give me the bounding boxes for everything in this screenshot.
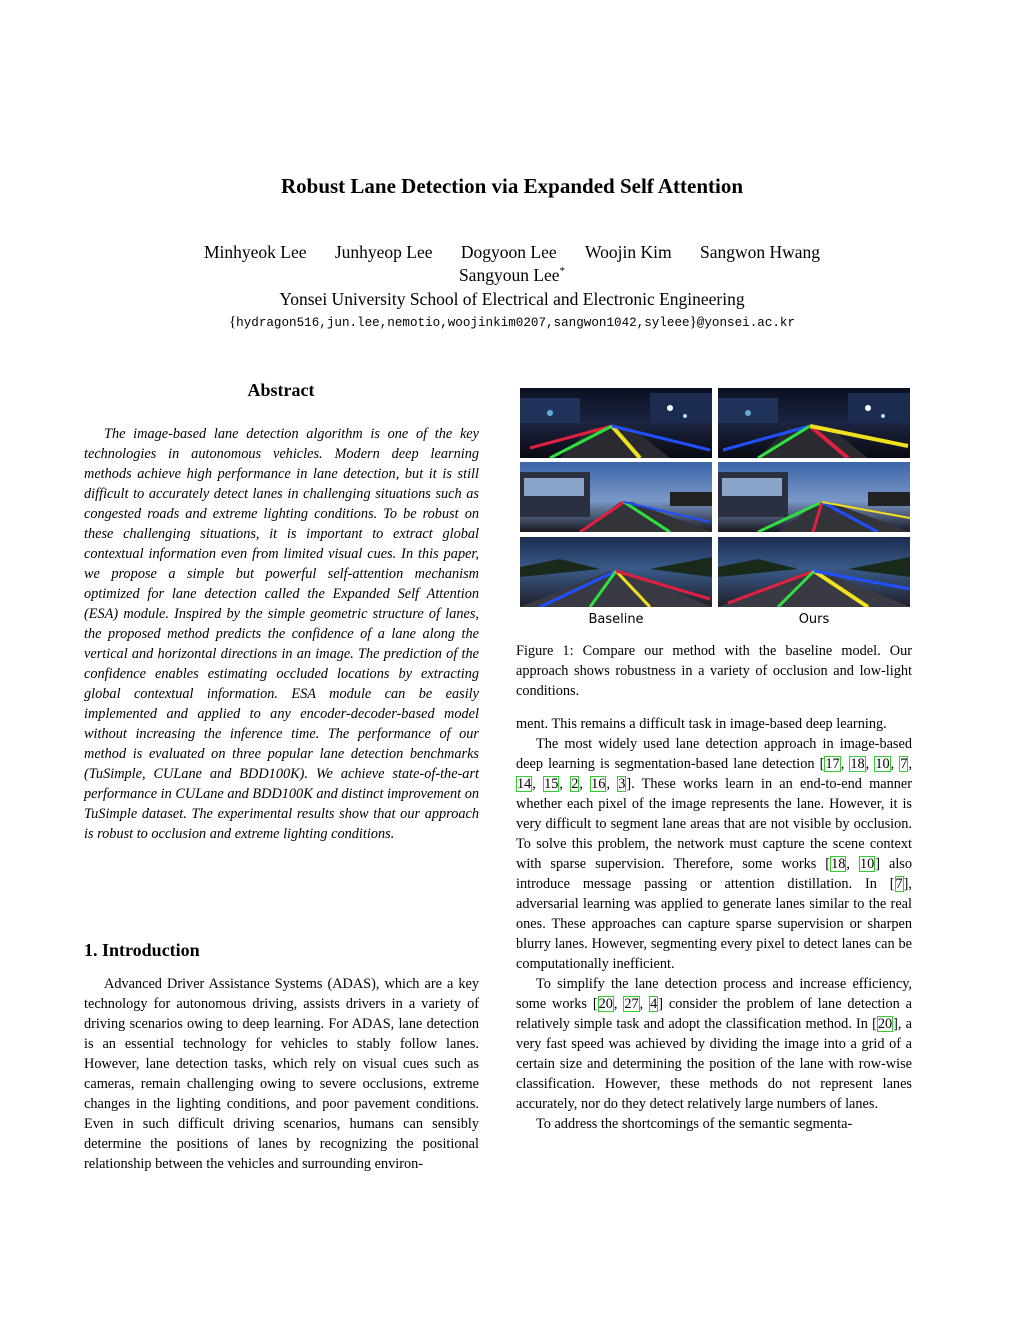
paragraph: To simplify the lane detection process and increase efficiency, some works [20, 27, 4] consider the problem of lane detection a relatively simple task and adopt the classification method. In [20], a very fast speed was achieved by dividing the image into a grid of a certain size and determining the position of the lane with row-wise classification. However, these methods do not represent lanes accurately, nor do they detect relatively large numbers of lanes. [516,976,912,1112]
affiliation: Yonsei University School of Electrical and Electronic Engineering [279,289,745,309]
text-run: ], a very fast speed was achieved by dividing the image into a grid of a certain size and determining the position of the lane with row-wise classification. However, these methods do not represent lanes accurately, nor do they detect relatively large numbers of lanes. [516,1016,912,1112]
citation-link[interactable]: 10 [875,756,890,772]
text-run: To simplify the lane detection process and increase efficiency, some works [ [516,976,912,1012]
figure-image-baseline-night [520,388,712,458]
figure-image-baseline-dusk [520,462,712,532]
email-domain: @yonsei.ac.kr [696,316,796,330]
citation-link[interactable]: 17 [825,756,840,772]
text-run: ] also introduce message passing or attention distillation. In [ [516,856,913,892]
section-heading-introduction: 1. Introduction [84,940,200,960]
corresponding-author [0,265,1024,286]
figure-caption: Figure 1: Compare our method with the baseline model. Our approach shows robustness in a variety of occlusion and low-light conditions. [516,643,912,699]
abstract-text: The image-based lane detection algorithm is one of the key technologies in autonomous vehicles. Modern deep learning methods achieve high performance in lane detection, but it is still difficult to accurately detect lanes in challenging situations such as congested roads and extreme lighting conditions. To be robust on these challenging situations, it is important to extract global contextual information even from limited visual cues. In this paper, we propose a simple but powerful self-attention mechanism optimized for lane detection called the Expanded Self Attention (ESA) module. Inspired by the simple geometric structure of lanes, the proposed method predicts the confidence of a lane along the vertical and horizontal directions in an image. The prediction of the confidence enables estimating occluded locations by extracting global contextual information. ESA module can be easily implemented and applied to any encoder-decoder-based model without increasing the inference time. The performance of our method is evaluated on three popular lane detection benchmarks (TuSimple, CULane and BDD100K). We achieve state-of-the-art performance in CULane and BDD100K and distinct improvement on TuSimple dataset. The experimental results show that our approach is robust to occlusion and extreme lighting conditions. [84,426,479,842]
figure-label-ours: Ours [798,612,830,627]
figure-image-baseline-highway [520,537,712,607]
citation-link[interactable]: 3 [618,776,626,792]
author-name: Sangyoun Lee [458,265,560,285]
email-brace-open: { [228,314,237,330]
corresponding-mark: * [559,265,566,278]
figure-label-baseline: Baseline [588,612,644,627]
abstract-heading: Abstract [247,380,315,400]
paragraph: The most widely used lane detection approach in image-based deep learning is segmentation-based lane detection [17, 18, 10, 7, 14, 15, 2, 16, 3]. These works learn in an end-to-end manner whether each pixel of the image represents the lane. However, it is very difficult to segment lane areas that are not visible by occlusion. To solve this problem, the network must capture the scene context with sparse supervision. Therefore, some works [18, 10] also introduce message passing or attention distillation. In [7], adversarial learning was applied to generate lanes similar to the real ones. These approaches can capture sparse supervision or sharpen blurry lanes. However, segmenting every pixel to detect lanes can be computationally inefficient. [516,736,913,972]
citation-link[interactable]: 20 [598,996,613,1012]
citation-link[interactable]: 14 [517,776,532,792]
text-run: ] consider the problem of lane detection a relatively simple task and adopt the classification method. In [ [516,996,912,1032]
right-column-text [516,714,912,1134]
author-name: Sangwon Hwang [700,242,821,262]
introduction-text: Advanced Driver Assistance Systems (ADAS), which are a key technology for autonomous driving, assists drivers in a variety of driving scenarios owing to deep learning. For ADAS, lane detection is an essential technology for vehicles to stably follow lanes. However, lane detection tasks, which rely on visual cues such as cameras, remain challenging owing to severe occlusions, extreme changes in the lighting conditions, and poor pavement conditions. Even in such difficult driving scenarios, humans can sensibly determine the positions of lanes by recognizing the positional relationship between the vehicles and surrounding environ- [84,976,479,1172]
citation-link[interactable]: 18 [831,856,846,872]
text-run: The most widely used lane detection approach in image-based deep learning is segmentation-based lane detection [ [516,736,912,772]
citation-link[interactable]: 10 [859,856,875,872]
figure-image-ours-dusk [718,462,910,532]
email-brace-close: } [689,314,697,330]
citation-link[interactable]: 7 [900,756,908,772]
paper-title: Robust Lane Detection via Expanded Self Attention [280,174,744,198]
figure-image-ours-highway [718,537,910,607]
citation-link[interactable]: 15 [544,776,559,792]
text-run: ]. These works learn in an end-to-end manner whether each pixel of the image represents the lane. However, it is very difficult to segment lane areas that are not visible by occlusion. To solve this problem, the network must capture the scene context with sparse supervision. Therefore, some works [ [516,776,913,872]
author-list [0,242,1024,263]
paragraph: To address the shortcomings of the semantic segmenta- [536,1116,853,1132]
email-users: hydragon516,jun.lee,nemotio,woojinkim0207,sangwon1042,syleee [236,316,690,330]
author-name: Junhyeop Lee [334,242,433,262]
citation-link[interactable]: 2 [571,776,579,792]
text-run: ], adversarial learning was applied to generate lanes similar to the real ones. These approaches can capture sparse supervision or sharpen blurry lanes. However, segmenting every pixel to detect lanes can be computationally inefficient. [516,876,912,972]
author-name: Minhyeok Lee [203,242,307,262]
citation-link[interactable]: 4 [650,996,658,1012]
author-name: Woojin Kim [585,242,672,262]
paragraph: ment. This remains a difficult task in image-based deep learning. [516,716,887,732]
citation-link[interactable]: 20 [877,1016,893,1032]
figure-image-ours-night [718,388,910,458]
author-name: Dogyoon Lee [460,242,557,262]
citation-link[interactable]: 7 [895,876,903,892]
author-emails [0,314,1024,331]
citation-link[interactable]: 27 [624,996,639,1012]
citation-link[interactable]: 16 [591,776,606,792]
citation-link[interactable]: 18 [850,756,865,772]
